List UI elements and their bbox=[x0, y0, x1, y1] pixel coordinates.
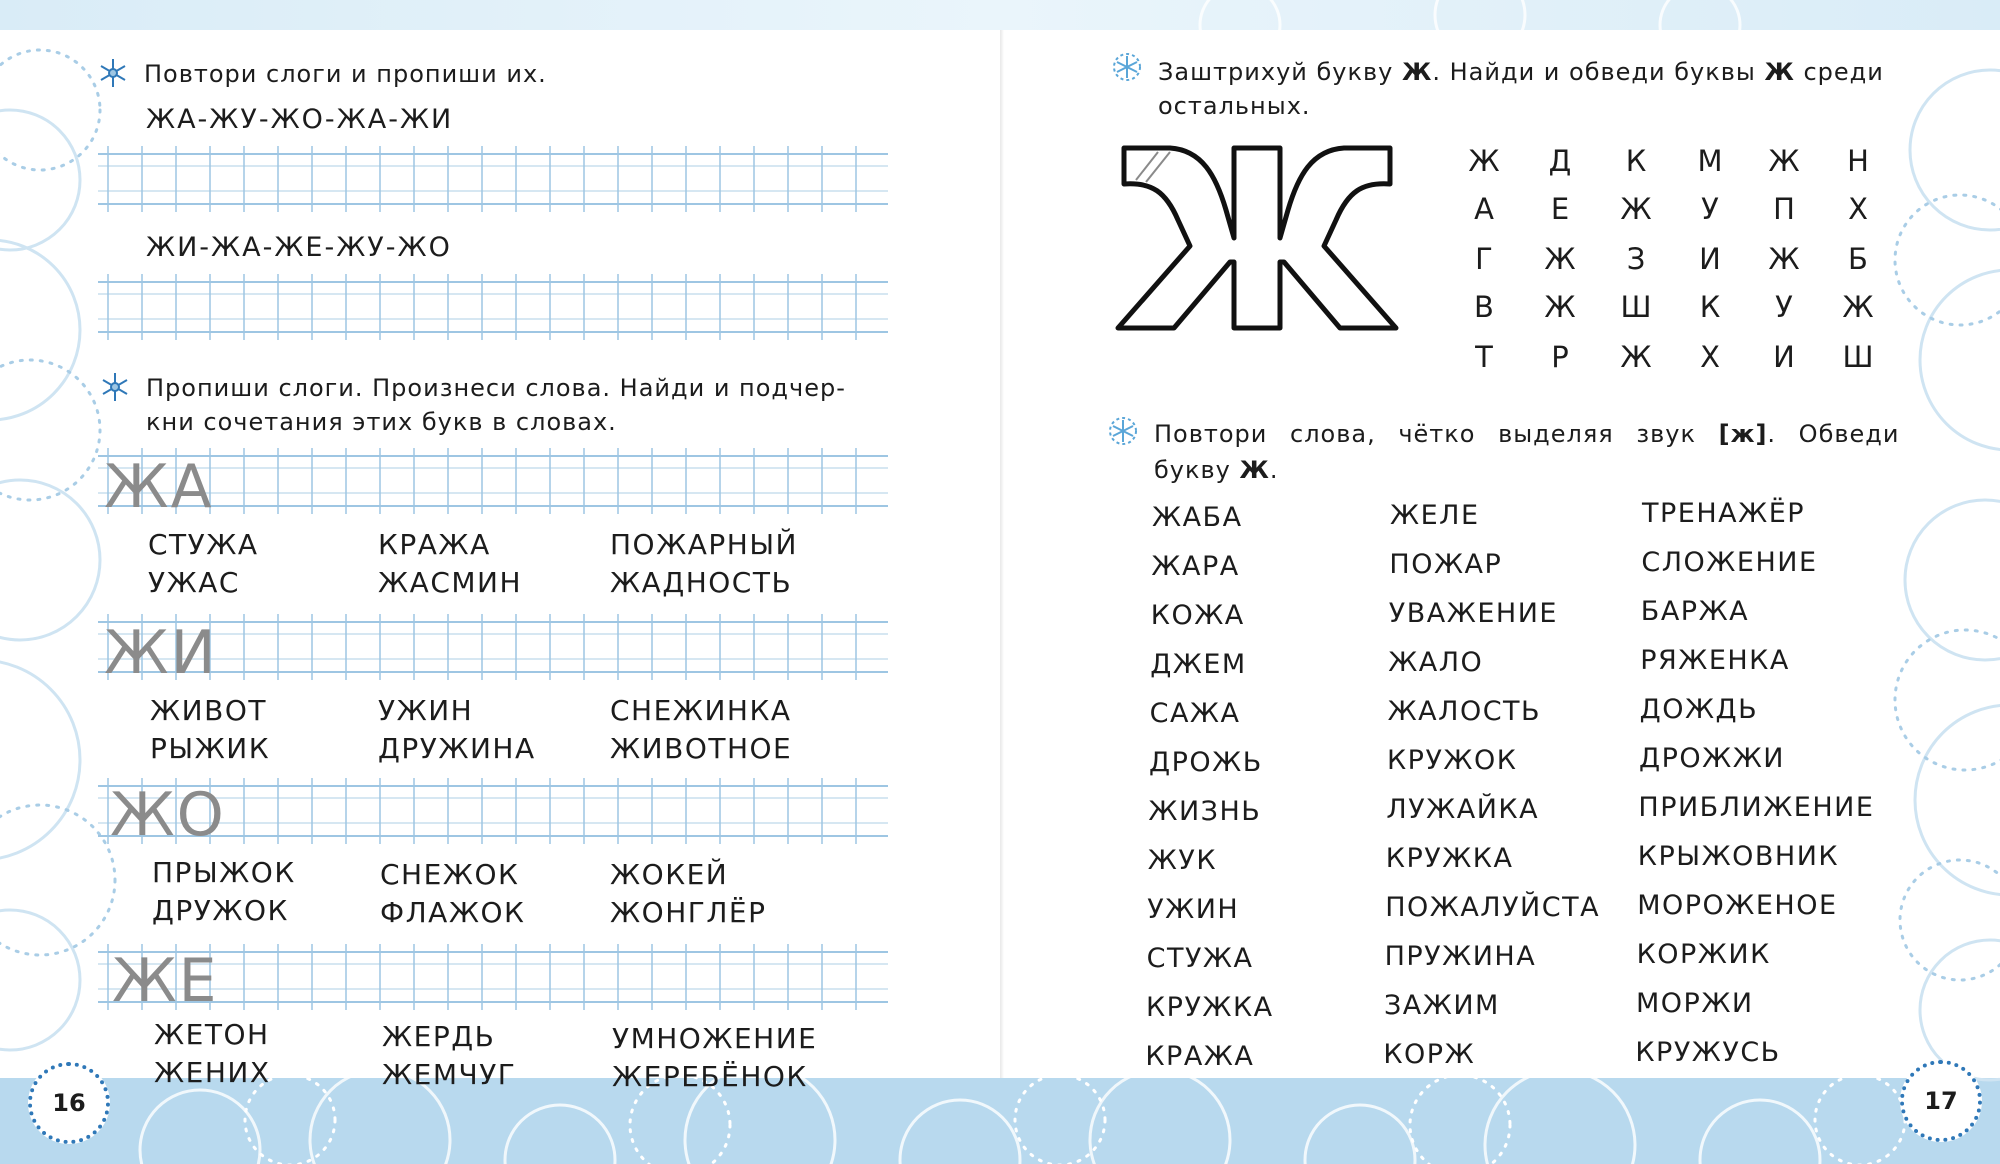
word-list-item: ДРОЖЬ bbox=[1149, 747, 1263, 778]
word-list-item: КРАЖА bbox=[1145, 1041, 1255, 1072]
word-list-item: ПОЖАЛУЙСТА bbox=[1385, 892, 1601, 923]
word-list-item: КОЖА bbox=[1150, 600, 1245, 631]
grid-letter: М bbox=[1697, 144, 1723, 178]
word-list-item: КРЫЖОВНИК bbox=[1637, 841, 1840, 872]
syllable-zho: ЖО bbox=[110, 780, 226, 850]
grid-letter: Ж bbox=[1544, 290, 1576, 324]
word: КРАЖА bbox=[378, 528, 491, 561]
grid-letter: Ж bbox=[1768, 144, 1800, 178]
book-spine bbox=[1000, 30, 1004, 1078]
word: ПОЖАРНЫЙ bbox=[610, 528, 798, 561]
word: УМНОЖЕНИЕ bbox=[612, 1022, 818, 1055]
word: ЖАСМИН bbox=[378, 566, 523, 599]
grid-letter: Г bbox=[1475, 242, 1493, 276]
word-list-item: КРУЖКА bbox=[1146, 992, 1274, 1023]
task-2-instruction-line-1: Пропиши слоги. Произнеси слова. Найди и подчер- bbox=[146, 374, 846, 402]
word-list-item: УЖИН bbox=[1147, 894, 1240, 925]
letter-zh-outline-icon bbox=[1110, 140, 1410, 340]
word: ЖЕМЧУГ bbox=[382, 1058, 517, 1091]
syllable-zha: ЖА bbox=[104, 452, 214, 522]
word-list-item: ЖЕЛЕ bbox=[1390, 500, 1480, 531]
word-list-item: САЖА bbox=[1149, 698, 1241, 729]
grid-letter: Ж bbox=[1544, 242, 1576, 276]
word: ЖЕТОН bbox=[154, 1018, 270, 1051]
grid-letter: И bbox=[1773, 340, 1795, 374]
word-list-item: ЖАЛОСТЬ bbox=[1387, 696, 1542, 727]
bottom-band bbox=[0, 1078, 2000, 1164]
word: РЫЖИК bbox=[150, 732, 271, 765]
word-list-item: ДРОЖЖИ bbox=[1639, 743, 1785, 774]
word-list-item: ЗАЖИМ bbox=[1384, 990, 1500, 1021]
word-list-item: СТУЖА bbox=[1146, 943, 1254, 974]
word: ЖОКЕЙ bbox=[610, 858, 729, 891]
word-list-item: ТРЕНАЖЁР bbox=[1642, 498, 1806, 529]
word: ЖЕНИХ bbox=[154, 1056, 271, 1089]
word-list-item: КРУЖОК bbox=[1387, 745, 1518, 776]
word: ЖИВОТ bbox=[150, 694, 267, 727]
word: СТУЖА bbox=[148, 528, 259, 561]
grid-letter: Р bbox=[1551, 340, 1569, 374]
word-list-item: ЛУЖАЙКА bbox=[1386, 794, 1540, 825]
grid-letter: Д bbox=[1548, 144, 1572, 178]
word-list-item: ПРИБЛИЖЕНИЕ bbox=[1638, 792, 1875, 823]
grid-letter: К bbox=[1625, 144, 1647, 178]
grid-letter: В bbox=[1474, 290, 1494, 324]
grid-letter: Ж bbox=[1842, 290, 1874, 324]
grid-letter: Ж bbox=[1768, 242, 1800, 276]
task-3-instruction-line-1: Заштрихуй букву Ж. Найди и обведи буквы Ж среди bbox=[1158, 58, 1884, 86]
word: ПРЫЖОК bbox=[152, 856, 296, 889]
task-2-instruction-line-2: кни сочетания этих букв в словах. bbox=[146, 408, 617, 436]
grid-letter: П bbox=[1773, 192, 1795, 226]
task-4-instruction-line-1: Повтори слова, чётко выделяя звук [ж]. Обведи bbox=[1154, 420, 1900, 448]
word: ФЛАЖОК bbox=[380, 896, 526, 929]
grid-letter: Т bbox=[1475, 340, 1493, 374]
grid-letter: Н bbox=[1847, 144, 1869, 178]
word-list-item: ДОЖДЬ bbox=[1639, 694, 1759, 725]
word-list-item: ПОЖАР bbox=[1389, 549, 1503, 580]
syllable-zhi: ЖИ bbox=[104, 618, 218, 688]
word: СНЕЖОК bbox=[380, 858, 520, 891]
word-list-item: ПРУЖИНА bbox=[1384, 941, 1537, 972]
word: ЖОНГЛЁР bbox=[610, 896, 767, 929]
word: ЖАДНОСТЬ bbox=[610, 566, 793, 599]
page-number-left: 16 bbox=[28, 1062, 110, 1144]
word: ДРУЖИНА bbox=[378, 732, 536, 765]
grid-letter: У bbox=[1701, 192, 1719, 226]
word-list-item: ЖАЛО bbox=[1388, 647, 1484, 678]
word-list-item: КОРЖИК bbox=[1636, 939, 1771, 970]
word-list-item: ЖАБА bbox=[1152, 502, 1243, 533]
word-list-item: УВАЖЕНИЕ bbox=[1388, 598, 1558, 629]
word-list-item: КРУЖКА bbox=[1385, 843, 1514, 874]
word-list-item: ДЖЕМ bbox=[1150, 649, 1247, 680]
word-list-item: ЖАРА bbox=[1151, 551, 1240, 582]
writing-grid-syllable-1 bbox=[98, 448, 888, 514]
grid-letter: Ш bbox=[1620, 290, 1652, 324]
word: ЖЕРДЬ bbox=[382, 1020, 496, 1053]
syllables-row-2: ЖИ-ЖА-ЖЕ-ЖУ-ЖО bbox=[146, 232, 452, 263]
grid-letter: Ж bbox=[1468, 144, 1500, 178]
word-list-item: МОРЖИ bbox=[1636, 988, 1754, 1019]
grid-letter: Б bbox=[1848, 242, 1868, 276]
syllables-row-1: ЖА-ЖУ-ЖО-ЖА-ЖИ bbox=[146, 104, 454, 135]
task-1-instruction: Повтори слоги и пропиши их. bbox=[144, 60, 547, 88]
snowflake-icon bbox=[1110, 50, 1144, 84]
grid-letter: Ж bbox=[1620, 340, 1652, 374]
grid-letter: У bbox=[1775, 290, 1793, 324]
word: УЖАС bbox=[148, 566, 240, 599]
snowflake-icon bbox=[98, 370, 132, 404]
page-number-right: 17 bbox=[1900, 1060, 1982, 1142]
word-list-item: ЖИЗНЬ bbox=[1148, 796, 1262, 827]
word-list-item: СЛОЖЕНИЕ bbox=[1641, 547, 1818, 578]
word-list-item: КРУЖУСЬ bbox=[1635, 1037, 1781, 1068]
grid-letter: Х bbox=[1700, 340, 1720, 374]
writing-grid-1 bbox=[98, 146, 888, 212]
grid-letter: З bbox=[1626, 242, 1646, 276]
word: ЖЕРЕБЁНОК bbox=[612, 1060, 808, 1093]
grid-letter: Х bbox=[1848, 192, 1868, 226]
word-list-item: ЖУК bbox=[1147, 845, 1218, 876]
task-3-instruction-line-2: остальных. bbox=[1158, 92, 1311, 120]
grid-letter: Ж bbox=[1620, 192, 1652, 226]
grid-letter: Ш bbox=[1842, 340, 1874, 374]
snowflake-icon bbox=[1106, 414, 1140, 448]
word-list-item: РЯЖЕНКА bbox=[1640, 645, 1790, 676]
writing-grid-2 bbox=[98, 274, 888, 340]
grid-letter: К bbox=[1699, 290, 1721, 324]
grid-letter: И bbox=[1699, 242, 1721, 276]
word: УЖИН bbox=[378, 694, 474, 727]
word: СНЕЖИНКА bbox=[610, 694, 792, 727]
word: ДРУЖОК bbox=[152, 894, 289, 927]
word-list-item: КОРЖ bbox=[1383, 1039, 1476, 1070]
word-list-item: БАРЖА bbox=[1640, 596, 1750, 627]
task-4-instruction-line-2: букву Ж. bbox=[1154, 456, 1279, 484]
word-list-item: МОРОЖЕНОЕ bbox=[1637, 890, 1838, 921]
grid-letter: Е bbox=[1550, 192, 1570, 226]
word: ЖИВОТНОЕ bbox=[610, 732, 793, 765]
snowflake-icon bbox=[96, 56, 130, 90]
top-band bbox=[0, 0, 2000, 30]
grid-letter: А bbox=[1474, 192, 1494, 226]
syllable-zhe: ЖЕ bbox=[112, 946, 219, 1016]
